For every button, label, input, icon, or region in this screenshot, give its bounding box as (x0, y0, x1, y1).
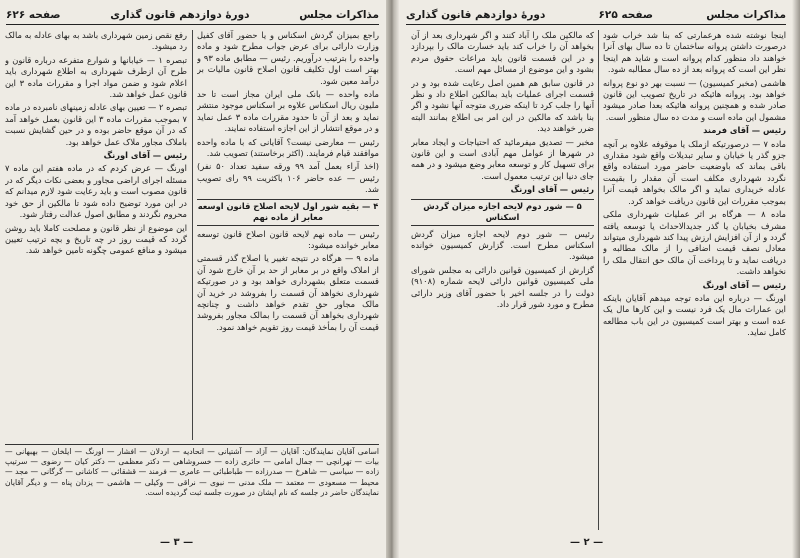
paragraph: ماده ۹ — هرگاه در نتیجه تغییر یا اصلاح گذر قسمتی از املاک واقع در بر معابر از حد بر آن خارج شود آن قسمت متعلق بشهرداری خواهد بود و در صورتیکه شهرداری نخواهد آن قسمت را بفروشد در خرید آن مالک مجاور حق تقدم خواهد داشت و چنانچه شهرداری بخواهد آن قسمت را بمالک مجاور بفروشد قیمت آن را بمأخذ قیمت روز تقویم خواهد نمود. (197, 253, 379, 332)
paragraph: تبصره ۲ — تعیین بهای عادله زمینهای نامبرده در ماده ۷ بموجب مقررات ماده ۳ این قانون بعمل خواهد آمد که در آن موقع حاضر بوده و در حین گشایش نسبت باملاک مجاور ملاک عمل خواهد بود. (5, 102, 187, 147)
paragraph: اورنگ — عرض کردم که در ماده هفتم این ماده ۷ مسئله اجرای اراضی مجاور و بعضی نکات دیگر که در قانون مصوب است و باید رعایت شود لازم میدانم که در این مورد توضیح داده شود تا مالکین از حق خود محروم نگردند و مطابق اصول عدالت رفتار شود. (5, 163, 187, 220)
left-section-title: مذاکرات مجلس (299, 9, 379, 21)
paragraph: (اخذ آراء بعمل آمد ۹۹ ورقه سفید تعداد ۵۰ نفر) رئیس — عده حاضر ۱۰۶ باکثریت ۹۹ رای تصویب شد. (197, 161, 379, 195)
left-page-number: صفحه ۶۲۶ (6, 9, 61, 21)
paragraph: ماده ۷ — درصورتیکه ازملک یا موقوفه علاوه بر آنچه جزو گذر یا خیابان و سایر تبدیلات واقع شود مقداری باقی بماند که باوضعیت حاضر مورد استفاده واقع نگردد شهرداری مکلف است آن مقدار را بقیمت عادله خریداری نماید و اگر مالک بخواهد قیمت آنرا بموجب مقررات این قانون دریافت خواهد کرد. (603, 138, 786, 206)
paragraph: راجع بمیزان گردش اسکناس و یا حضور آقای کفیل وزارت دارائی برای عرض جواب مطرح شود و ماده واحده را بترتیب درآوریم. رئیس — مطابق ماده ۹۳ و بهتر است اول تکلیف قانون اصلاح قانون مالیات بر درآمد معین شود. (197, 30, 379, 86)
right-page-header (406, 6, 786, 25)
paragraph: ماده واحده — بانک ملی ایران مجاز است تا حد ملیون ریال اسکناس علاوه بر اسکناس موجود منتشر نماید و بعد از آن تا حدود مقررات ماده ۳ عمل نماید و در موقع انتشار از این اجازه استفاده نمایند. (197, 89, 379, 134)
speaker-line: رئیس — آقای فرمند (703, 125, 786, 136)
speaker-line: رئیس — آقای اورنگ (103, 150, 187, 161)
paragraph: تبصره ۱ — خیابانها و شوارع متفرعه درباره قانون و طرح آن ازطرف شهرداری به اطلاع شهرداری باید اعلام شود و ضمن مواد اجرا و مقررات ماده ۳ این قانون عمل خواهد شد. (5, 54, 187, 100)
speaker-line: رئیس — آقای اورنگ (510, 184, 594, 195)
right-page-number: صفحه ۶۲۵ (598, 9, 654, 21)
paragraph: ماده ۸ — هرگاه بر اثر عملیات شهرداری ملکی مشرف بخیابان یا گذر جدیدالاحداث یا توسعه یافته گردد و از آن افزایش ارزش پیدا کند شهرداری میتواند معادل نصف قیمت اضافی را از مالک مطالبه و دریافت نماید و تا پرداخت آن مالک حق انتقال ملک را نخواهد داشت. (603, 209, 786, 277)
paragraph: رئیس — معارضی نیست؟ آقایانی که با ماده واحده موافقند قیام فرمایند. (اکثر برخاستند) تصویب شد. (197, 136, 379, 159)
right-page-folio: — ۲ — (570, 537, 604, 548)
column-divider (598, 30, 599, 530)
book-gutter (386, 0, 399, 558)
section-heading: ۵ — شور دوم لایحه اجازه میزان گردش اسکناس (411, 199, 594, 226)
left-page-right-column (197, 30, 379, 442)
left-page (0, 6, 385, 552)
left-page-header (6, 6, 379, 25)
paragraph: در قانون سابق هم همین اصل رعایت شده بود و در قسمت اجرای عملیات باید بمالکین اطلاع داد و نظر آنها را جلب کرد تا اینکه ضرری متوجه آنها نشود و اگر بنا باشد که مالکین در این امر بی اطلاع بمانند البته ضرر خواهند دید. (411, 77, 594, 134)
left-page-left-column (5, 30, 187, 442)
paragraph: رئیس — شور دوم لایحه اجازه میزان گردش اسکناس مطرح است. گزارش کمیسیون خوانده میشود. (411, 228, 594, 262)
left-page-footnotes: اسامی آقایان نمایندگان: آقایان — آزاد — آشتیانی — اتحادیه — اردلان — افشار — اورنگ — ایلخان — بهبهانی — بیات — تهرانچی — جمال امامی — حائری زاده — خسروشاهی — دکتر معظمی — دکتر کیان — رضوی — سرتیپ زاده — سیاسی — شاهرخ — صدرزاده — طباطبائی — عامری — فرمند — قشقائی — کاشانی — گرگانی — مجد — محیط — مسعودی — معتمد — ملک مدنی — نبوی — نراقی — وکیلی — هاشمی — یزدان پناه — و دیگر آقایان نمایندگان حاضر در جلسه که نام ایشان در صورت جلسه ثبت گردیده است. (5, 444, 379, 498)
right-page-right-column (603, 30, 786, 442)
paragraph: اینجا نوشته شده هرعمارتی که بنا شد خراب شود درصورت داشتن پروانه ساختمان تا ده سال بهای آنرا خواهند داد منظور کدام پروانه است و شاید هم اینجا نظر این است که پروانه بعد از ده سال مطالبه شود. (603, 30, 786, 75)
right-page (400, 6, 792, 552)
page-edge-shadow (792, 0, 800, 558)
column-divider (192, 30, 193, 440)
right-section-title: مذاکرات مجلس (706, 9, 786, 21)
paragraph: هاشمی (مخبر کمیسیون) — نسبت بهر دو نوع پروانه خواهد بود. پروانه هائیکه در تاریخ تصویب این قانون صادر شده و همچنین پروانه هائیکه بعدا صادر میشود مشمول این ماده است و مدت ده سال منظور است. (603, 77, 786, 122)
paragraph: رئیس — ماده نهم لایحه قانون اصلاح قانون توسعه معابر خوانده میشود: (197, 228, 379, 250)
speaker-line: رئیس — آقای اورنگ (702, 279, 786, 290)
paragraph: این موضوع از نظر قانون و مصلحت کاملا باید روشن گردد که قیمت روز در چه تاریخ و بچه ترتیب تعیین میشود و منافع عمومی چگونه تامین خواهد شد. (5, 222, 187, 256)
paragraph: اورنگ — درباره این ماده توجه میدهم آقایان باینکه این عمارات مال یک فرد نیست و این کارها مال یک عده است و بهتر است کمیسیون در این باب مطالعه کامل نماید. (603, 292, 786, 338)
left-book-title: دورهٔ دوازدهم قانون گذاری (110, 9, 250, 21)
right-book-title: دورهٔ دوازدهم قانون گذاری (406, 9, 546, 21)
paragraph: مخبر — تصدیق میفرمائید که احتیاجات و ایجاد معابر در شهرها از عوامل مهم آبادی است و این قانون برای تسهیل کار و توسعه معابر وضع میشود و در همه جای دنیا این ترتیب معمول است. (411, 136, 594, 181)
paragraph: گزارش از کمیسیون قوانین دارائی به مجلس شورای ملی کمیسیون قوانین دارائی لایحه شماره (۹۱۰۸) دولت را در جلسه اخیر با حضور آقای وزیر دارائی مطرح و مورد شور قرار داد. (411, 264, 594, 309)
paragraph: رفع نقص زمین شهرداری باشد به بهای عادله به مالک رد میشود. (5, 30, 187, 52)
section-heading: ۴ — بقیه شور اول لایحه اصلاح قانون اوسعه معابر از ماده نهم (197, 199, 379, 226)
right-page-left-column (411, 30, 594, 530)
paragraph: که مالکین ملک را آباد کنند و اگر شهرداری بعد از آن بخواهد آن را خراب کند باید خسارت مالک را بپردازد و در این قسمت قانون باید مراعات حقوق مردم بشود و این موضوع از مسائل مهم است. (411, 30, 594, 75)
left-page-folio: — ۳ — (160, 537, 194, 548)
